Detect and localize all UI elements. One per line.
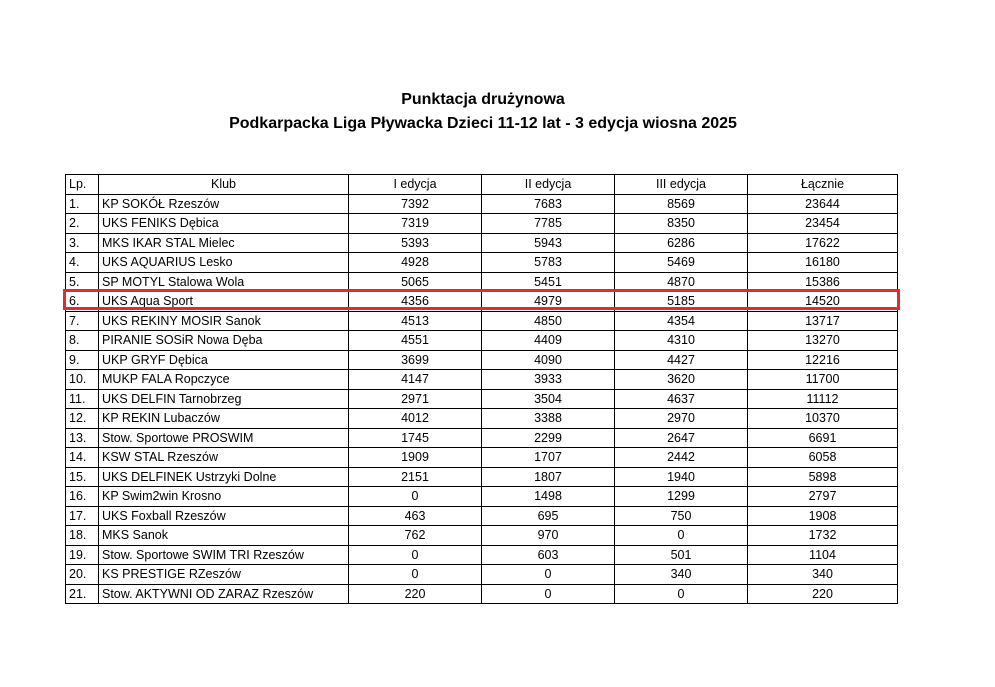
- page-title: Punktacja drużynowa: [401, 91, 565, 108]
- edition-1-points: 2971: [349, 389, 482, 409]
- edition-3-points: 4310: [615, 331, 748, 351]
- edition-2-points: 4850: [482, 311, 615, 331]
- club-name: Stow. Sportowe PROSWIM: [99, 428, 349, 448]
- table-row: [66, 292, 898, 312]
- row-number: 9.: [66, 350, 99, 370]
- club-name: UKS DELFINEK Ustrzyki Dolne: [99, 467, 349, 487]
- edition-3-points: 8569: [615, 194, 748, 214]
- total-points: 1908: [748, 506, 898, 526]
- club-name: UKS Aqua Sport: [99, 292, 349, 312]
- table-row: [66, 428, 898, 448]
- edition-1-points: 4513: [349, 311, 482, 331]
- total-points: 13270: [748, 331, 898, 351]
- edition-1-points: 1909: [349, 448, 482, 468]
- edition-2-points: 7785: [482, 214, 615, 234]
- club-name: UKS REKINY MOSIR Sanok: [99, 311, 349, 331]
- edition-2-points: 4090: [482, 350, 615, 370]
- edition-1-points: 5065: [349, 272, 482, 292]
- row-number: 19.: [66, 545, 99, 565]
- edition-3-points: 8350: [615, 214, 748, 234]
- row-number: 3.: [66, 233, 99, 253]
- row-number: 12.: [66, 409, 99, 429]
- table-row: [66, 370, 898, 390]
- edition-3-points: 0: [615, 526, 748, 546]
- edition-1-points: 762: [349, 526, 482, 546]
- row-number: 11.: [66, 389, 99, 409]
- table-body: [66, 194, 898, 604]
- total-points: 6058: [748, 448, 898, 468]
- edition-1-points: 4928: [349, 253, 482, 273]
- club-name: UKP GRYF Dębica: [99, 350, 349, 370]
- table-row: [66, 565, 898, 585]
- table-row: [66, 214, 898, 234]
- edition-2-points: 3504: [482, 389, 615, 409]
- edition-1-points: 5393: [349, 233, 482, 253]
- header-edition-1: I edycja: [349, 175, 482, 195]
- row-number: 13.: [66, 428, 99, 448]
- edition-2-points: 2299: [482, 428, 615, 448]
- total-points: 5898: [748, 467, 898, 487]
- edition-1-points: 0: [349, 545, 482, 565]
- edition-1-points: 463: [349, 506, 482, 526]
- edition-1-points: 0: [349, 487, 482, 507]
- row-number: 16.: [66, 487, 99, 507]
- club-name: MKS Sanok: [99, 526, 349, 546]
- edition-3-points: 6286: [615, 233, 748, 253]
- club-name: KP SOKÓŁ Rzeszów: [99, 194, 349, 214]
- edition-3-points: 4354: [615, 311, 748, 331]
- edition-3-points: 501: [615, 545, 748, 565]
- club-name: UKS FENIKS Dębica: [99, 214, 349, 234]
- total-points: 11700: [748, 370, 898, 390]
- edition-3-points: 2442: [615, 448, 748, 468]
- table-row: [66, 311, 898, 331]
- edition-2-points: 4409: [482, 331, 615, 351]
- table-row: [66, 253, 898, 273]
- row-number: 4.: [66, 253, 99, 273]
- edition-3-points: 5469: [615, 253, 748, 273]
- document-heading: [0, 88, 966, 136]
- table-row: [66, 448, 898, 468]
- table-row: [66, 467, 898, 487]
- row-number: 15.: [66, 467, 99, 487]
- edition-2-points: 5451: [482, 272, 615, 292]
- total-points: 1104: [748, 545, 898, 565]
- total-points: 23454: [748, 214, 898, 234]
- table-row: [66, 409, 898, 429]
- total-points: 6691: [748, 428, 898, 448]
- table-row: [66, 389, 898, 409]
- total-points: 23644: [748, 194, 898, 214]
- edition-1-points: 4356: [349, 292, 482, 312]
- edition-2-points: 5783: [482, 253, 615, 273]
- edition-1-points: 3699: [349, 350, 482, 370]
- row-number: 1.: [66, 194, 99, 214]
- edition-3-points: 340: [615, 565, 748, 585]
- row-number: 2.: [66, 214, 99, 234]
- row-number: 8.: [66, 331, 99, 351]
- edition-2-points: 1498: [482, 487, 615, 507]
- edition-2-points: 7683: [482, 194, 615, 214]
- total-points: 17622: [748, 233, 898, 253]
- total-points: 10370: [748, 409, 898, 429]
- edition-1-points: 7319: [349, 214, 482, 234]
- header-edition-2: II edycja: [482, 175, 615, 195]
- header-total: Łącznie: [748, 175, 898, 195]
- edition-3-points: 1299: [615, 487, 748, 507]
- club-name: Stow. Sportowe SWIM TRI Rzeszów: [99, 545, 349, 565]
- row-number: 10.: [66, 370, 99, 390]
- edition-1-points: 1745: [349, 428, 482, 448]
- total-points: 11112: [748, 389, 898, 409]
- club-name: KSW STAL Rzeszów: [99, 448, 349, 468]
- row-number: 7.: [66, 311, 99, 331]
- edition-1-points: 4012: [349, 409, 482, 429]
- row-number: 20.: [66, 565, 99, 585]
- total-points: 14520: [748, 292, 898, 312]
- club-name: SP MOTYL Stalowa Wola: [99, 272, 349, 292]
- club-name: PIRANIE SOSiR Nowa Dęba: [99, 331, 349, 351]
- edition-3-points: 4637: [615, 389, 748, 409]
- edition-3-points: 0: [615, 584, 748, 604]
- edition-2-points: 695: [482, 506, 615, 526]
- header-klub: Klub: [99, 175, 349, 195]
- total-points: 12216: [748, 350, 898, 370]
- total-points: 2797: [748, 487, 898, 507]
- edition-2-points: 0: [482, 584, 615, 604]
- edition-3-points: 2970: [615, 409, 748, 429]
- table-header-row: [66, 175, 898, 195]
- club-name: UKS DELFIN Tarnobrzeg: [99, 389, 349, 409]
- header-lp: Lp.: [66, 175, 99, 195]
- team-ranking-table: [65, 174, 898, 604]
- total-points: 220: [748, 584, 898, 604]
- table-row: [66, 584, 898, 604]
- edition-3-points: 3620: [615, 370, 748, 390]
- total-points: 340: [748, 565, 898, 585]
- edition-1-points: 4551: [349, 331, 482, 351]
- edition-3-points: 4427: [615, 350, 748, 370]
- club-name: KP REKIN Lubaczów: [99, 409, 349, 429]
- page-subtitle: Podkarpacka Liga Pływacka Dzieci 11-12 lat - 3 edycja wiosna 2025: [229, 115, 737, 132]
- edition-2-points: 4979: [482, 292, 615, 312]
- edition-1-points: 2151: [349, 467, 482, 487]
- edition-3-points: 750: [615, 506, 748, 526]
- club-name: MKS IKAR STAL Mielec: [99, 233, 349, 253]
- club-name: Stow. AKTYWNI OD ZARAZ Rzeszów: [99, 584, 349, 604]
- total-points: 15386: [748, 272, 898, 292]
- edition-2-points: 603: [482, 545, 615, 565]
- total-points: 1732: [748, 526, 898, 546]
- club-name: KS PRESTIGE RZeszów: [99, 565, 349, 585]
- row-number: 17.: [66, 506, 99, 526]
- edition-1-points: 4147: [349, 370, 482, 390]
- edition-3-points: 1940: [615, 467, 748, 487]
- table-row: [66, 272, 898, 292]
- club-name: MUKP FALA Ropczyce: [99, 370, 349, 390]
- edition-2-points: 970: [482, 526, 615, 546]
- row-number: 21.: [66, 584, 99, 604]
- table-row: [66, 331, 898, 351]
- edition-3-points: 2647: [615, 428, 748, 448]
- table-row: [66, 487, 898, 507]
- header-edition-3: III edycja: [615, 175, 748, 195]
- total-points: 16180: [748, 253, 898, 273]
- edition-2-points: 3933: [482, 370, 615, 390]
- table-row: [66, 194, 898, 214]
- edition-2-points: 1807: [482, 467, 615, 487]
- club-name: UKS Foxball Rzeszów: [99, 506, 349, 526]
- edition-3-points: 5185: [615, 292, 748, 312]
- table-row: [66, 350, 898, 370]
- edition-1-points: 7392: [349, 194, 482, 214]
- total-points: 13717: [748, 311, 898, 331]
- club-name: KP Swim2win Krosno: [99, 487, 349, 507]
- edition-2-points: 1707: [482, 448, 615, 468]
- table-row: [66, 545, 898, 565]
- edition-2-points: 5943: [482, 233, 615, 253]
- table-row: [66, 506, 898, 526]
- club-name: UKS AQUARIUS Lesko: [99, 253, 349, 273]
- row-number: 6.: [66, 292, 99, 312]
- row-number: 5.: [66, 272, 99, 292]
- row-number: 18.: [66, 526, 99, 546]
- edition-1-points: 0: [349, 565, 482, 585]
- table-row: [66, 233, 898, 253]
- edition-2-points: 0: [482, 565, 615, 585]
- edition-1-points: 220: [349, 584, 482, 604]
- edition-2-points: 3388: [482, 409, 615, 429]
- edition-3-points: 4870: [615, 272, 748, 292]
- table-row: [66, 526, 898, 546]
- row-number: 14.: [66, 448, 99, 468]
